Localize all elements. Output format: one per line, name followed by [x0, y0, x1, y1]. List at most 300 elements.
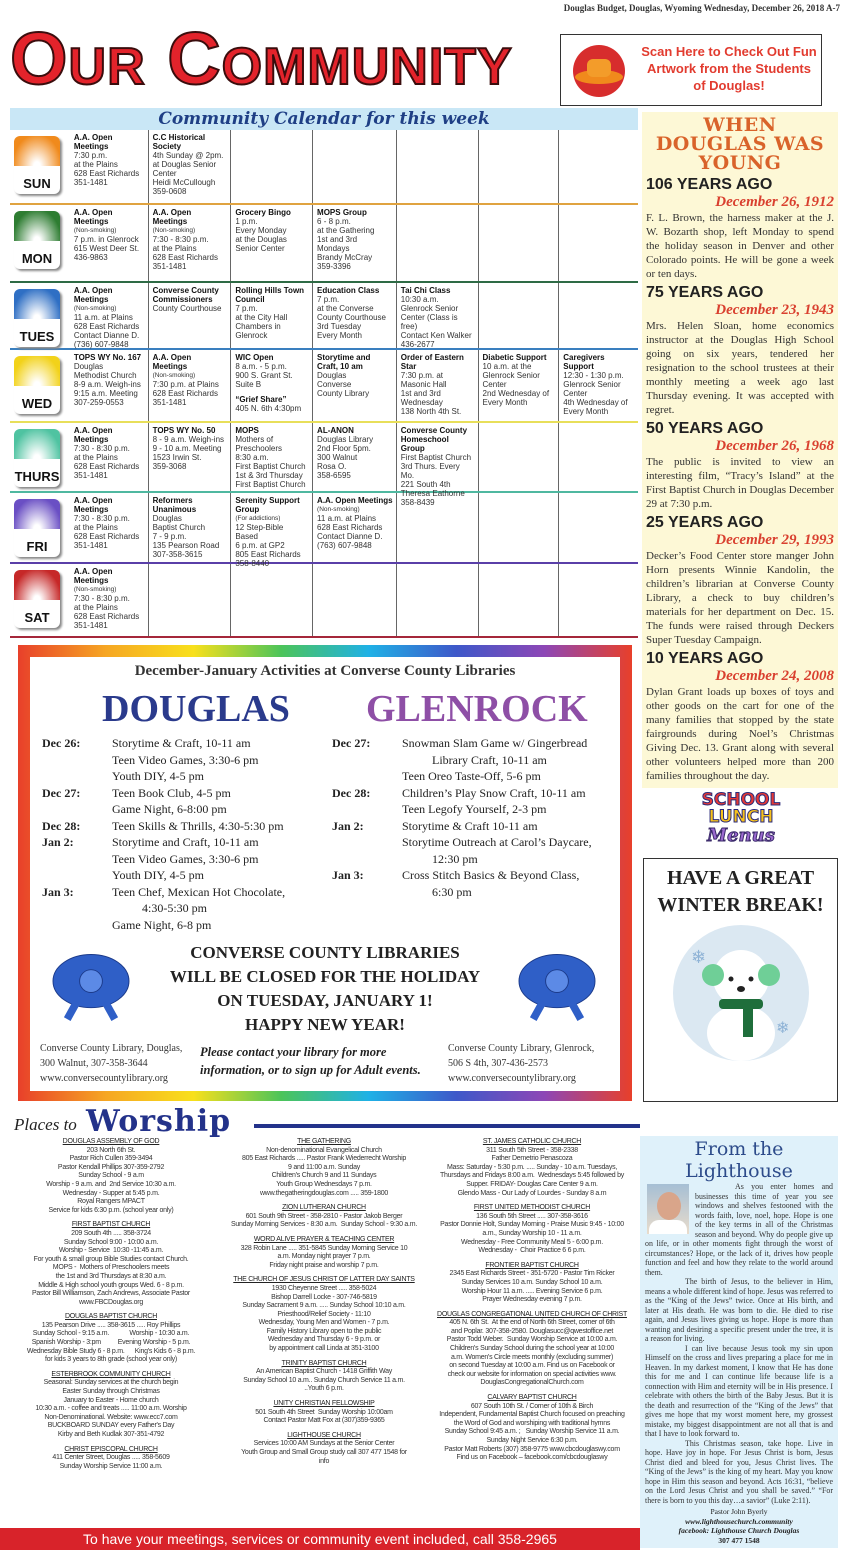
- calendar-event: [397, 283, 479, 348]
- church-detail: Wednesday - Supper at 5:45 p.m.: [62, 1189, 160, 1197]
- calendar-event: [313, 350, 397, 421]
- divider: [254, 1124, 640, 1128]
- event-detail: Douglas: [73, 362, 104, 371]
- church-detail: Supper. FRIDAY- Douglas Care Center 9 a.m.: [466, 1180, 598, 1188]
- church-detail: For youth & small group Bible Studies contact Church.: [33, 1255, 189, 1263]
- church-detail: Sunday School - 9:15 a.m. Worship - 10:30 a.m.: [32, 1330, 190, 1338]
- church-detail: Youth Group Wednesdays 7 p.m.: [276, 1180, 372, 1188]
- event-item: 4:30-5:30 pm: [142, 901, 207, 915]
- calendar-event: [397, 423, 479, 507]
- event-title: Order of Eastern Star: [400, 353, 464, 371]
- event-title: A.A. Open Meetings: [73, 496, 113, 514]
- church-listing: [428, 1262, 636, 1305]
- day-label: SUN: [23, 176, 51, 191]
- event-detail: (736) 607-9848: [73, 340, 129, 349]
- event-detail: First Baptist Church: [400, 453, 472, 462]
- church-detail: Pastor Todd Weber. Sunday Worship Service at 10:00 a.m.: [446, 1336, 618, 1344]
- calendar-event: [70, 423, 149, 491]
- calendar-event: [149, 283, 232, 348]
- calendar-row-wed: [10, 350, 638, 423]
- event-detail: at the City Hall: [235, 313, 288, 322]
- event-title: A.A. Open Meetings: [73, 208, 113, 226]
- event-detail: at the Gathering: [317, 226, 375, 235]
- event-detail: 7 p.m. in Glenrock: [73, 235, 139, 244]
- event-title: TOPS WY No. 167: [73, 353, 142, 362]
- calendar-row-mon: [10, 205, 638, 283]
- event-detail: 8-9 a.m. Weigh-ins: [73, 380, 141, 389]
- event-detail: 359-0608: [152, 187, 187, 196]
- event-detail: Glenrock Senior: [400, 304, 459, 313]
- event-title: Reformers Unanimous: [152, 496, 197, 514]
- event-detail: at the Plains: [73, 453, 118, 462]
- event-item: Storytime Outreach at Carol’s Daycare,: [402, 835, 592, 849]
- douglas-heading: DOUGLAS: [102, 688, 290, 730]
- event-detail: 11 a.m. at Plains: [73, 313, 133, 322]
- library-activities-box: [18, 645, 632, 1101]
- worship-prefix: Places to: [14, 1115, 77, 1134]
- when-douglas-was-young: [642, 112, 838, 788]
- event-note: (Non-smoking): [73, 227, 117, 234]
- website-link[interactable]: www.lighthousechurch.community: [685, 1516, 793, 1526]
- church-detail: Pastor Matt Roberts (307) 358-9775 www.cbcdouglaswy.com: [444, 1445, 620, 1453]
- church-detail: 2345 East Richards Street - 351-5720 - Pastor Tim Ricker: [449, 1270, 615, 1278]
- calendar-empty-cell: [559, 423, 638, 491]
- church-detail: Sunday School 9:00 - 10:00 a.m.: [63, 1238, 159, 1246]
- event-detail: 628 East Richards: [152, 389, 218, 398]
- church-detail: Youth Group and Small Group study call 307 477 1548 for: [241, 1449, 407, 1456]
- church-detail: Children's Sunday School during the school year at 10:00: [449, 1345, 614, 1353]
- event-title: A.A. Open Meetings: [73, 567, 113, 585]
- calendar-empty-cell: [231, 564, 313, 636]
- event-detail: Douglas: [152, 514, 182, 523]
- event-detail: 8 - 9 a.m. Weigh-ins: [152, 435, 225, 444]
- church-detail: Family History Library open to the public: [266, 1327, 382, 1335]
- church-detail: BUCKBOARD SUNDAY every Father's Day: [47, 1422, 175, 1430]
- church-detail: Wednesday - Free Community Meal 5 - 6:00 p.m.: [461, 1238, 603, 1246]
- calendar-event: [149, 493, 232, 562]
- church-detail: Children's Church 9 and 11 Sundays: [271, 1172, 377, 1180]
- church-detail: 9 and 11:00 a.m. Sunday: [288, 1163, 360, 1171]
- event-title: Converse County Homeschool Group: [400, 426, 468, 453]
- event-item: 12:30 pm: [432, 851, 478, 866]
- church-detail: Pastor Bill Williamson, Zach Andrews, Associate Pastor: [31, 1290, 191, 1298]
- event-detail: Baptist Church: [152, 523, 206, 532]
- church-name: FIRST BAPTIST CHURCH: [71, 1221, 151, 1229]
- school-lunch-menus-logo[interactable]: [686, 792, 796, 850]
- calendar-event: [70, 130, 149, 203]
- event-detail: 628 East Richards: [152, 253, 218, 262]
- calendar-event: [231, 283, 313, 348]
- years-ago-heading: 50 YEARS AGO: [646, 420, 764, 437]
- contact-link[interactable]: www.conversecountylibrary.org: [448, 1073, 576, 1084]
- event-detail: Brandy McCray: [317, 253, 373, 262]
- church-detail: Sunday School 9:45 a.m. ; Sunday Worship Service 11 a.m.: [444, 1428, 620, 1436]
- church-detail: Contact Pastor Matt Fox at (307)359-9365: [263, 1417, 385, 1425]
- calendar-empty-cell: [397, 564, 479, 636]
- event-detail: 221 South 4th: [400, 480, 451, 489]
- event-detail: Mondays: [317, 244, 350, 253]
- masthead: Douglas Budget, Douglas, Wyoming Wednesday, December 26, 2018 A-7: [563, 3, 840, 13]
- church-detail: ..Youth 6 p.m.: [304, 1385, 344, 1393]
- event-detail: First Baptist Church: [235, 462, 306, 471]
- church-detail: Services 10:00 AM Sundays at the Senior Center: [253, 1440, 395, 1448]
- church-name: ST. JAMES CATHOLIC CHURCH: [482, 1138, 582, 1145]
- event-detail: Center (Class is free): [400, 313, 458, 331]
- calendar-empty-cell: [313, 564, 397, 636]
- notice-line: ON TUESDAY, JANUARY 1!: [217, 991, 433, 1010]
- church-detail: Worship - 9 a.m. and 2nd Service 10:30 a.m.: [46, 1180, 176, 1188]
- event-detail: 1st and 3rd: [400, 389, 441, 398]
- church-listing: [222, 1204, 426, 1230]
- church-detail: Bishop Darrell Locke - 307-746-5819: [271, 1293, 377, 1301]
- event-detail: 8:30 a.m.: [235, 453, 269, 462]
- event-item: Teen Skills & Thrills, 4:30-5:30 pm: [112, 818, 284, 833]
- event-detail: Rosa O.: [317, 462, 347, 471]
- calendar-event: [231, 493, 313, 568]
- historical-text: Dylan Grant loads up boxes of toys and other goods on the cart for one of the many families that stopped by the state fairgrounds during Noel’s Christmas Giving Dec. 13. Grant along with several other volunteers helped more than 200 families throughout the day.: [646, 686, 834, 782]
- church-listing: [2, 1221, 220, 1307]
- event-detail: 628 East Richards: [73, 462, 140, 471]
- lighthouse-heading: From the Lighthouse: [685, 1138, 793, 1182]
- church-detail: a.m., Sunday Worship 10 - 11 a.m.: [482, 1229, 582, 1237]
- day-icon: [14, 289, 64, 348]
- church-name: ZION LUTHERAN CHURCH: [282, 1204, 366, 1212]
- calendar-event: [313, 423, 397, 491]
- church-detail: Sunday School 10 a.m.. Sunday Church Service 11 a.m.: [243, 1376, 405, 1384]
- event-detail: 7:30 p.m. at: [400, 371, 444, 380]
- church-detail: MOPS - Mothers of Preschoolers meets: [52, 1264, 170, 1272]
- event-detail: 7:30 - 8:30 p.m.: [73, 514, 130, 523]
- event-title: A.A. Open Meetings: [73, 133, 113, 151]
- day-icon: [14, 429, 64, 491]
- church-detail: the 1st and 3rd Thursdays at 8:30 a.m.: [55, 1272, 167, 1280]
- church-detail: Middle & High school youth groups Wed. 6 - 8 p.m.: [38, 1281, 184, 1289]
- day-label: FRI: [26, 539, 48, 554]
- event-note: (Non-smoking): [317, 506, 360, 513]
- church-detail: Non-Denominational. Website: www.ecc7.com: [44, 1413, 178, 1421]
- worship-column: [222, 1138, 426, 1472]
- event-entry: [332, 867, 592, 900]
- church-detail: Glendo Mass - Our Lady of Lourdes - Sunday 8 a.m: [457, 1189, 607, 1197]
- event-title: C.C Historical Society: [152, 133, 206, 151]
- event-detail: 628 East Richards: [317, 523, 383, 532]
- day-icon: [14, 136, 64, 203]
- church-name: LIGHTHOUSE CHURCH: [287, 1431, 361, 1439]
- phone: 307 477 1548: [718, 1535, 760, 1545]
- note-line: Please contact your library for more: [200, 1045, 387, 1059]
- column-paragraph: The birth of Jesus, to the believer in Him, means a whole different kind of hope. Jesus was referred to as the “King of the Jews” twice. Once at His birth, and later at His death. He was born to die. He died to rise again, and Jesus lives giving us hope. Hope is more than wanting and desiring a specific present under the tree, it is a reason for living.: [645, 1277, 833, 1343]
- calendar-empty-cell: [313, 130, 397, 203]
- event-detail: Preschoolers: [235, 444, 282, 453]
- event-detail: 12 Step-Bible: [235, 523, 284, 532]
- calendar-event: [313, 283, 397, 348]
- church-listing: [2, 1138, 220, 1215]
- event-title: A.A. Open Meetings: [73, 286, 113, 304]
- event-note: (Non-smoking): [152, 372, 196, 379]
- event-detail: County Courthouse: [152, 304, 222, 313]
- day-icon: [14, 570, 64, 636]
- event-detail: Suite B: [235, 380, 262, 389]
- church-detail: by appointment call Linda at 351-3100: [269, 1345, 379, 1353]
- church-listing: [222, 1138, 426, 1198]
- church-detail: Wednesday - Choir Practice 6 6 p.m.: [478, 1247, 586, 1255]
- event-detail: 7:30 p.m. at Plains: [152, 380, 219, 389]
- church-name: TRINITY BAPTIST CHURCH: [281, 1359, 367, 1367]
- event-date: Jan 3:: [332, 868, 364, 882]
- event-detail: 351-1481: [73, 178, 108, 187]
- historical-text: F. L. Brown, the harness maker at the J. W. Bozarth shop, left Monday to spend the holiday season in Denver and other Colorado points. He will be gone a week or ten days.: [646, 212, 834, 280]
- event-detail: 4th Sunday @ 2pm.: [152, 151, 224, 160]
- pastor-name: Pastor John Byerly: [710, 1507, 768, 1516]
- svg-text:❄: ❄: [690, 947, 706, 967]
- calendar-event: [149, 350, 232, 421]
- signature: [645, 1507, 833, 1545]
- calendar-event: [70, 564, 149, 636]
- calendar-heading: Community Calendar for this week: [10, 108, 638, 130]
- church-detail: Independent, Fundamental Baptist Church focused on preaching: [439, 1411, 625, 1419]
- event-detail: 351-1481: [152, 262, 187, 271]
- event-detail: 307-358-3615: [152, 550, 203, 559]
- event-title: Grocery Bingo: [235, 208, 291, 217]
- section-heading: WHEN DOUGLAS WAS YOUNG: [655, 114, 825, 174]
- event-detail: Masonic Hall: [400, 380, 447, 389]
- event-detail: 10 a.m. at the: [482, 362, 532, 371]
- event-item: Storytime and Craft, 10-11 am: [112, 835, 259, 849]
- event-item: Cross Stitch Basics & Beyond Class,: [402, 868, 580, 882]
- svg-text:❄: ❄: [775, 1020, 789, 1037]
- event-title: A.A. Open Meetings: [73, 426, 113, 444]
- event-item: 6:30 pm: [432, 884, 472, 899]
- event-detail: 358-8440: [235, 559, 270, 568]
- event-detail: 358-6595: [317, 471, 351, 480]
- church-detail: Priesthood/Relief Society - 11:10: [277, 1310, 371, 1318]
- calendar-event: [231, 423, 313, 491]
- historical-date: December 23, 1943: [715, 302, 834, 318]
- event-detail: Glenrock Senior: [482, 371, 540, 380]
- event-detail: 10:30 a.m.: [400, 295, 439, 304]
- event-detail: Douglas: [317, 371, 347, 380]
- church-name: UNITY CHRISTIAN FELLOWSHIP: [273, 1400, 375, 1408]
- church-detail: Worship - Service 10:30 -11:45 a.m.: [58, 1247, 164, 1255]
- church-listing: [222, 1432, 426, 1466]
- event-item: Game Night, 6-8 pm: [112, 917, 212, 932]
- event-detail: Contact Dianne D.: [317, 532, 383, 541]
- worship-column: [2, 1138, 220, 1477]
- calendar-event: [559, 350, 638, 421]
- church-detail: 805 East Richards ..... Pastor Frank Wiederrecht Worship: [241, 1155, 407, 1163]
- event-item: Youth DIY, 4-5 pm: [112, 769, 204, 783]
- church-detail: Easter Sunday through Christmas: [62, 1388, 160, 1396]
- church-name: DOUGLAS BAPTIST CHURCH: [65, 1313, 157, 1321]
- calendar-empty-cell: [559, 130, 638, 203]
- event-date: Dec 26:: [42, 736, 81, 750]
- event-detail: 7:30 - 8:30 p.m.: [152, 235, 209, 244]
- event-date: Dec 27:: [42, 785, 81, 800]
- calendar-empty-cell: [479, 205, 560, 281]
- church-detail: Sunday Services 10 a.m. Sunday School 10 a.m.: [461, 1278, 603, 1286]
- event-detail: Every Month: [317, 331, 362, 340]
- church-detail: 135 Pearson Drive ..... 358-3615 ..... Roy Phillips: [41, 1321, 181, 1329]
- notice-line: HAPPY NEW YEAR!: [245, 1015, 405, 1034]
- event-detail: at the Plains: [73, 603, 118, 612]
- event-title: Diabetic Support: [482, 353, 547, 362]
- church-name: DOUGLAS ASSEMBLY OF GOD: [62, 1138, 160, 1145]
- church-listing: [222, 1236, 426, 1270]
- church-name: CALVARY BAPTIST CHURCH: [487, 1394, 577, 1402]
- note-line: information, or to sign up for Adult events.: [200, 1063, 421, 1077]
- church-detail: Spanish Worship - 3:pm Evening Worship - 5 p.m.: [31, 1339, 191, 1347]
- contact-note: [200, 1043, 421, 1079]
- event-detail: at the Converse: [317, 304, 374, 313]
- day-icon: [14, 356, 64, 421]
- historical-text: Decker’s Food Center store manger John Horn presents Winnie Kandolin, the children’s librarian at Converse County Library, a check to buy children’s materials for her department on Dec. 15. The funds were raised through Deckers Super Tuesday Campaign.: [646, 550, 834, 646]
- church-listing: [428, 1138, 636, 1198]
- event-detail: 628 East Richards: [73, 612, 140, 621]
- calendar-event: [397, 350, 479, 421]
- event-item: Teen Video Games, 3:30-6 pm: [112, 851, 259, 866]
- calendar-empty-cell: [479, 493, 560, 562]
- event-item: Teen Chef, Mexican Hot Chocolate,: [112, 884, 286, 899]
- logo-text: LUNCH: [708, 807, 774, 827]
- historical-text: Mrs. Helen Sloan, home economics instructor at the Douglas High School going on six years, tendered her resignation to the school trustees at their monthly meeting a week ago last Thursday evening. It was accepted with regret.: [646, 320, 834, 416]
- event-detail: Every Monday: [235, 226, 287, 235]
- event-detail: Chambers in: [235, 322, 281, 331]
- event-title: AL-ANON: [317, 426, 354, 435]
- event-detail: 7 p.m.: [317, 295, 340, 304]
- scan-text: Scan Here to Check Out Fun Artwork from the Students of Douglas!: [641, 44, 817, 93]
- glenrock-heading: GLENROCK: [366, 688, 588, 730]
- church-detail: Worship Hour 11 a.m. ..... Evening Service 6 p.m.: [461, 1287, 603, 1295]
- church-detail: on second Tuesday at 10:00 a.m. Find us on Facebook or: [449, 1362, 615, 1370]
- event-detail: Mothers of: [235, 435, 274, 444]
- church-listing: [2, 1313, 220, 1365]
- church-detail: www.thegatheringdouglas.com ..... 359-1800: [259, 1189, 389, 1197]
- event-detail: 11 a.m. at Plains: [317, 514, 377, 523]
- event-detail: First Baptist Church: [235, 480, 306, 489]
- church-listing: [428, 1204, 636, 1256]
- event-entry: [332, 818, 592, 868]
- event-detail: 358-8439: [400, 498, 435, 507]
- church-name: FRONTIER BAPTIST CHURCH: [485, 1261, 579, 1269]
- event-detail: 2nd Floor 5pm.: [317, 444, 371, 453]
- event-title: Storytime and Craft, 10 am: [317, 353, 371, 371]
- event-detail: 300 Walnut: [317, 453, 358, 462]
- event-entry: [42, 735, 285, 785]
- church-detail: Seasonal: Sunday services at the church begin: [43, 1379, 179, 1387]
- church-detail: Sunday Sacrament 9 a.m. ..... Sunday School 10:10 a.m.: [242, 1302, 406, 1310]
- calendar-empty-cell: [479, 130, 560, 203]
- event-note: (Non-smoking): [73, 586, 117, 593]
- event-detail: 7:30 - 8:30 p.m.: [73, 594, 130, 603]
- event-note: (Non-smoking): [73, 305, 117, 312]
- event-detail: 6 p.m. at GP2: [235, 541, 285, 550]
- calendar-event: [231, 205, 313, 281]
- event-item: Snowman Slam Game w/ Gingerbread: [402, 736, 588, 750]
- church-name: WORD ALIVE PRAYER & TEACHING CENTER: [253, 1235, 395, 1243]
- event-title: Rolling Hills Town Council: [235, 286, 305, 304]
- event-item: Storytime & Craft 10-11 am: [402, 818, 538, 833]
- event-title: MOPS: [235, 426, 259, 435]
- event-detail: Converse: [317, 380, 352, 389]
- event-item: Teen Oreo Taste-Off, 5-6 pm: [402, 769, 541, 783]
- church-listing: [2, 1371, 220, 1440]
- calendar-event: [70, 350, 149, 421]
- church-detail: An American Baptist Church - 1418 Griffith Way: [256, 1368, 392, 1376]
- church-detail: 1930 Cheyenne Street ..... 358-5024: [271, 1284, 377, 1292]
- polar-bear-illustration: [671, 923, 811, 1063]
- event-detail: Contact Ken Walker: [400, 331, 472, 340]
- event-detail: Contact Dianne D.: [73, 331, 140, 340]
- facebook-link[interactable]: facebook: Lighthouse Church Douglas: [678, 1526, 800, 1535]
- event-detail: Center: [482, 380, 507, 389]
- calendar-event: [149, 130, 232, 203]
- day-icon: [14, 499, 64, 562]
- bottom-banner: To have your meetings, services or community event included, call 358-2965: [0, 1528, 640, 1550]
- calendar-event: [313, 493, 397, 562]
- church-detail: Sunday Morning Services - 8:30 a.m. Sunday School - 9:30 a.m.: [230, 1221, 418, 1229]
- calendar-empty-cell: [231, 130, 313, 203]
- event-entry: [42, 818, 285, 835]
- event-item: Youth DIY, 4-5 pm: [112, 868, 204, 882]
- church-detail: Pastor Donnie Holt, Sunday Morning - Praise Music 9:45 - 10:00: [440, 1221, 624, 1229]
- church-detail: 405 N. 6th St. At the end of North 6th Street, corner of 6th: [449, 1319, 615, 1327]
- event-detail: 900 S. Grant St.: [235, 371, 293, 380]
- event-detail: 436-2677: [400, 340, 435, 349]
- event-detail: Glenrock: [235, 331, 268, 340]
- calendar-empty-cell: [479, 564, 560, 636]
- calendar-empty-cell: [397, 493, 479, 562]
- contact-link[interactable]: www.conversecountylibrary.org: [40, 1073, 168, 1084]
- event-detail: 307-259-0553: [73, 398, 124, 407]
- church-detail: 607 South 10th St. / Corner of 10th & Birch: [470, 1402, 594, 1410]
- event-detail: Senior Center: [235, 244, 285, 253]
- event-detail: at the Plains: [152, 244, 197, 253]
- event-detail: 351-1481: [73, 541, 108, 550]
- event-title: A.A. Open Meetings: [152, 208, 192, 226]
- event-date: Jan 2:: [332, 818, 364, 833]
- event-item: Teen Video Games, 3:30-6 pm: [112, 752, 259, 767]
- calendar-empty-cell: [559, 493, 638, 562]
- logo-text: SCHOOL: [701, 790, 781, 810]
- worship-column: [428, 1138, 636, 1469]
- event-entry: [332, 785, 592, 818]
- church-listing: [428, 1311, 636, 1388]
- event-title: Converse County Commissioners: [152, 286, 219, 304]
- scan-qr-box[interactable]: [560, 34, 822, 106]
- church-detail: Wednesday Bible Study 6 - 8 p.m. King's Kids 6 - 8 p.m.: [26, 1347, 196, 1355]
- event-detail: 7:30 - 8:30 p.m.: [73, 444, 130, 453]
- church-detail: Prayer Wednesday evening 7 p.m.: [482, 1296, 582, 1304]
- church-detail: Pastor Kendall Phillips 307-359-2792: [57, 1163, 165, 1171]
- event-detail: 7:30 p.m.: [73, 151, 108, 160]
- event-detail: 3rd Thurs. Every Mo.: [400, 462, 460, 480]
- hat-icon: [569, 43, 629, 99]
- calendar-event: [231, 350, 313, 421]
- historical-text: The public is invited to view an interesting film, “Tracy’s Island” at the First Baptist Church in Douglas December 29 at 7:30 p.m.: [646, 456, 834, 510]
- church-detail: Royal Rangers MPACT: [77, 1198, 145, 1206]
- historical-date: December 26, 1912: [715, 194, 834, 210]
- notice-line: CONVERSE COUNTY LIBRARIES: [190, 943, 460, 962]
- historical-date: December 29, 1993: [715, 532, 834, 548]
- church-detail: 501 South 4th Street Sunday Worship 10:00am: [255, 1408, 393, 1416]
- worship-heading: [14, 1104, 640, 1139]
- event-item: Teen Book Club, 4-5 pm: [112, 785, 231, 800]
- church-detail: Friday night praise and worship 7 p.m.: [269, 1261, 379, 1269]
- event-item: Library Craft, 10-11 am: [432, 752, 547, 767]
- event-detail: at the Plains: [73, 160, 118, 169]
- event-detail: 628 East Richards: [73, 532, 140, 541]
- event-entry: [42, 834, 285, 884]
